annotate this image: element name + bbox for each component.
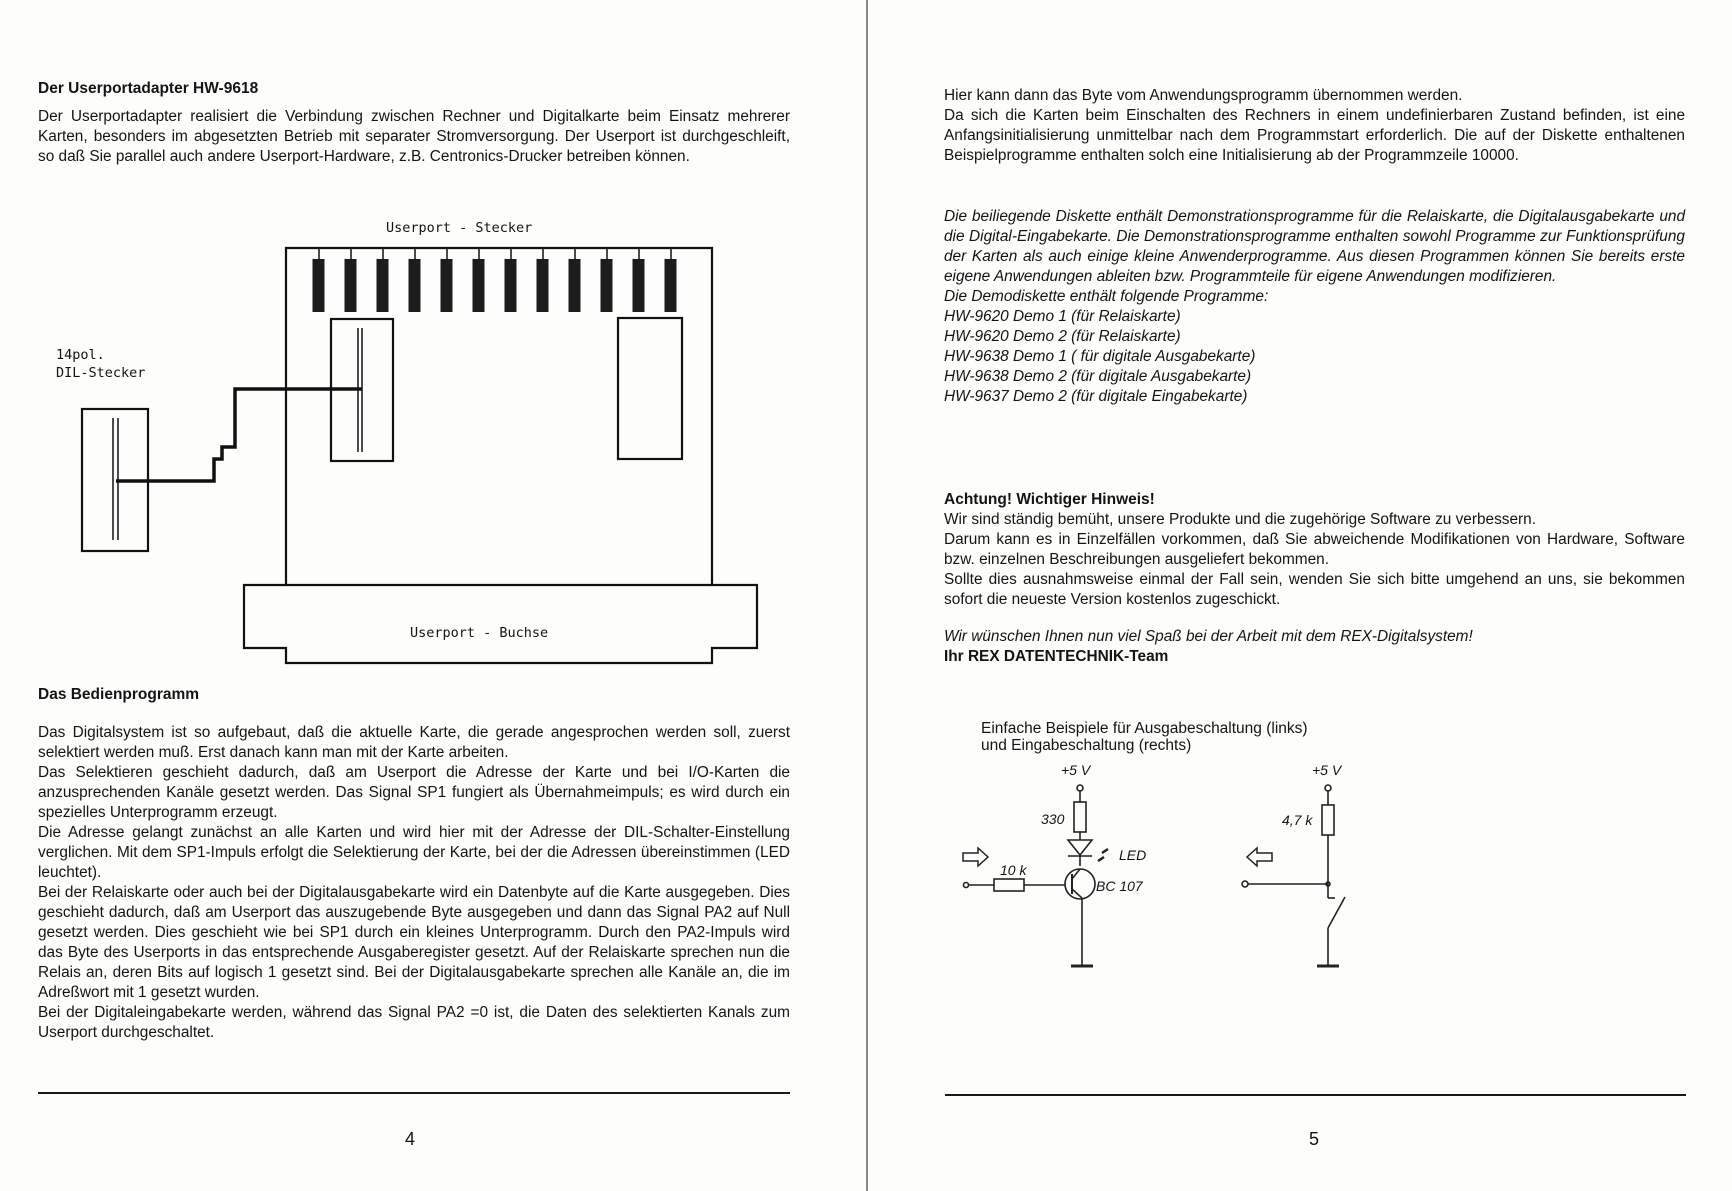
footer-rule	[945, 1094, 1686, 1096]
section-heading: Der Userportadapter HW-9618	[38, 80, 259, 97]
right-supply-label: +5 V	[1312, 762, 1342, 778]
r-pullup-label: 4,7 k	[1282, 812, 1313, 828]
userport-pin	[633, 259, 645, 312]
list-item: HW-9637 Demo 2 (für digitale Eingabekarte)	[944, 388, 1248, 405]
circuit-schematic	[868, 0, 1732, 1000]
list-intro: Die Demodiskette enthält folgende Programme:	[944, 288, 1269, 305]
userport-pin	[537, 259, 549, 312]
r-collector-label: 330	[1041, 811, 1065, 827]
supply-terminal-right	[1325, 785, 1331, 791]
diagram-label-userport-stecker: Userport - Stecker	[386, 220, 533, 236]
left-supply-label: +5 V	[1061, 762, 1091, 778]
section-bedienprogramm	[38, 723, 790, 1043]
input-arrow-icon	[963, 848, 988, 866]
list-item: HW-9620 Demo 2 (für Relaiskarte)	[944, 328, 1181, 345]
userport-pins	[313, 249, 677, 312]
paragraph: Hier kann dann das Byte vom Anwendungsprogramm übernommen werden.	[944, 87, 1463, 104]
paragraph: Bei der Digitaleingabekarte werden, während das Signal PA2 =0 ist, die Daten des selektierten Kanals zum Userport durchgeschaltet.	[38, 1004, 790, 1041]
userport-adapter-diagram	[0, 0, 866, 700]
led-label: LED	[1119, 847, 1147, 863]
paragraph: Darum kann es in Einzelfällen vorkommen, daß Sie abweichende Modifikationen von Hardware, Software bzw. einzelnen Beschreibungen ausgeliefert bekommen.	[944, 531, 1685, 568]
section-heading: Das Bedienprogramm	[38, 686, 200, 703]
footer-rule	[38, 1092, 790, 1094]
schematic-caption-line2: und Eingabeschaltung (rechts)	[981, 737, 1192, 754]
led-symbol	[1068, 840, 1092, 855]
output-arrow-icon	[1247, 848, 1272, 866]
userport-pin	[377, 259, 389, 312]
resistor-10k	[994, 879, 1024, 891]
diagram-label-dil-line2: DIL-Stecker	[56, 365, 146, 381]
page-number: 5	[1309, 1129, 1320, 1149]
userport-pin	[601, 259, 613, 312]
transistor-bc107	[1065, 869, 1095, 899]
output-terminal	[1242, 881, 1248, 887]
switch	[1328, 897, 1345, 928]
resistor-330	[1074, 802, 1086, 832]
schematic-caption-line1: Einfache Beispiele für Ausgabeschaltung (links)	[981, 720, 1308, 737]
userport-pin	[441, 259, 453, 312]
userport-pin	[313, 259, 325, 312]
page-right	[868, 0, 1732, 1191]
paragraph: Da sich die Karten beim Einschalten des Rechners in einem undefinierbaren Zustand befinden, ist eine Anfangsinitialisierung unmittelbar nach dem Programmstart erforderlich. Die auf der Diskette enthaltenen Beispielprogramme enthalten solch eine Initialisierung ab der Programmzeile 10000.	[944, 107, 1685, 164]
paragraph: Die Adresse gelangt zunächst an alle Karten und wird hier mit der Adresse der DIL-Schalter-Einstellung verglichen. Mit dem SP1-Impuls erfolgt die Selektierung der Karte, bei der die Adressen übereinstimmen (LED leuchtet).	[38, 824, 790, 881]
paragraph: Das Selektieren geschieht dadurch, daß am Userport die Adresse der Karte und bei I/O-Karten die anzusprechenden Kanäle gesetzt werden. Das Signal SP1 fungiert als Übernahmeimpuls; es wird durch ein spezielles Unterprogramm erzeugt.	[38, 764, 790, 821]
led-light-arrows	[1098, 849, 1108, 861]
ribbon-cable	[116, 389, 362, 481]
list-item: HW-9638 Demo 2 (für digitale Ausgabekarte)	[944, 368, 1252, 385]
userport-pin	[505, 259, 517, 312]
section-bedienprogramm-heading-wrap	[38, 685, 199, 705]
page-number: 4	[405, 1129, 416, 1149]
userport-pin	[345, 259, 357, 312]
userport-pin	[473, 259, 485, 312]
paragraph: Bei der Relaiskarte oder auch bei der Digitalausgabekarte wird ein Datenbyte auf die Karte ausgegeben. Dies geschieht dadurch, daß am Userport das auszugebende Byte ausgegeben und dann das Signal PA2 auf Null gesetzt werden. Dies geschieht wie bei SP1 durch ein kleines Unterprogramm. Durch den PA2-Impuls wird das Byte des Userports in das entsprechende Ausgaberegister gesetzt. Auf der Relaiskarte sprechen nun die Relais an, deren Bits auf logisch 1 gesetzt sind. Bei der Digitalausgabekarte sprechen alle Kanäle an, die im Adreßwort mit 1 gesetzt wurden.	[38, 884, 790, 1001]
notice-heading: Achtung! Wichtiger Hinweis!	[944, 491, 1155, 508]
userport-pin	[409, 259, 421, 312]
paragraph: Die beiliegende Diskette enthält Demonstrationsprogramme für die Relaiskarte, die Digitalausgabekarte und die Digital-Eingabekarte. Die Demonstrationsprogramme enthalten sowohl Programme zur Funktionsprüfung der Karten als auch einige kleine Anwenderprogramme. Aus diesen Programmen können Sie bereits erste eigene Anwendungen ableiten bzw. Programmteile für eigene Anwendungen modifizieren.	[944, 208, 1685, 285]
ic-socket-right	[618, 318, 682, 459]
list-item: HW-9638 Demo 1 ( für digitale Ausgabekarte)	[944, 348, 1256, 365]
paragraph: Wir sind ständig bemüht, unsere Produkte und die zugehörige Software zu verbessern.	[944, 511, 1537, 528]
list-item: HW-9620 Demo 1 (für Relaiskarte)	[944, 308, 1181, 325]
closing-wish: Wir wünschen Ihnen nun viel Spaß bei der Arbeit mit dem REX-Digitalsystem!	[944, 628, 1473, 645]
paragraph: Sollte dies ausnahmsweise einmal der Fall sein, wenden Sie sich bitte umgehend an uns, sie bekommen sofort die neueste Version kostenlos zugeschickt.	[944, 571, 1685, 608]
closing-signature: Ihr REX DATENTECHNIK-Team	[944, 648, 1169, 665]
resistor-4k7	[1322, 805, 1334, 835]
transistor-label: BC 107	[1096, 878, 1143, 894]
diagram-label-dil-line1: 14pol.	[56, 347, 105, 363]
userport-pin	[665, 259, 677, 312]
diagram-label-userport-buchse: Userport - Buchse	[410, 625, 549, 641]
r-base-label: 10 k	[1000, 862, 1027, 878]
paragraph: Der Userportadapter realisiert die Verbindung zwischen Rechner und Digitalkarte beim Einsatz mehrerer Karten, besonders im abgesetzten Betrieb mit separater Stromversorgung. Der Userport ist durchgeschleift, so daß Sie parallel auch andere Userport-Hardware, z.B. Centronics-Drucker betreiben können.	[38, 108, 790, 165]
userport-pin	[569, 259, 581, 312]
supply-terminal	[1077, 785, 1083, 791]
paragraph: Das Digitalsystem ist so aufgebaut, daß die aktuelle Karte, die gerade angesprochen werden soll, zuerst selektiert werden muß. Erst danach kann man mit der Karte arbeiten.	[38, 724, 790, 761]
